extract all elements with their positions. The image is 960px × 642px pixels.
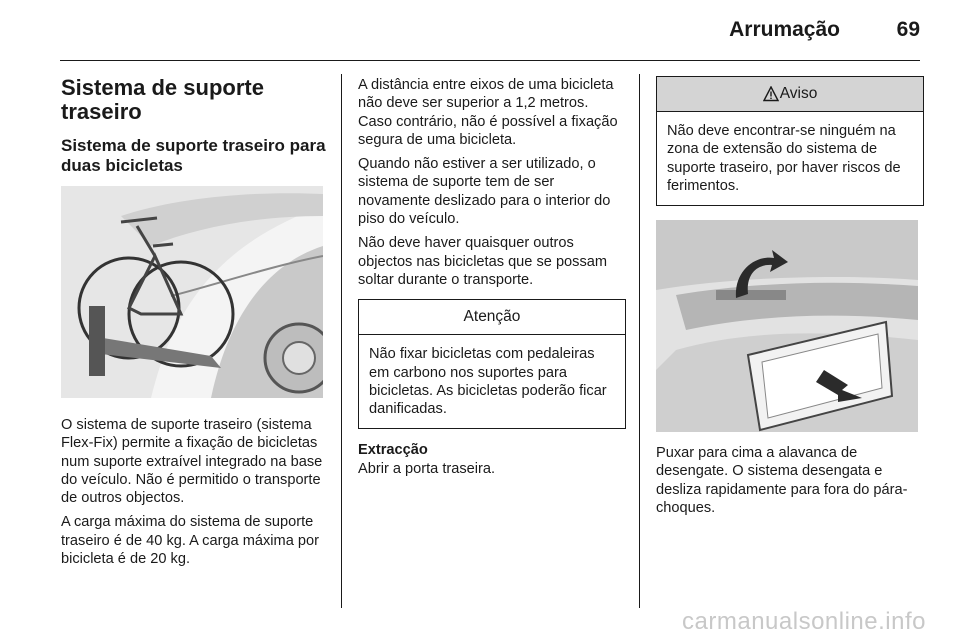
subsection-heading: Sistema de suporte traseiro para duas bicicletas <box>61 136 326 175</box>
bike-carrier-illustration <box>61 186 323 398</box>
paragraph: A distância entre eixos de uma bicicleta não deve ser superior a 1,2 metros. Caso contrário, não é possível a fixação segura de uma bicicleta. <box>358 77 618 148</box>
column-1 <box>61 76 329 574</box>
warning-text: Não deve encontrar-se ninguém na zona de extensão do sistema de suporte traseiro, por haver riscos de ferimentos. <box>667 123 901 194</box>
warning-title: Aviso <box>779 85 818 102</box>
caution-title: Atenção <box>359 300 625 335</box>
release-lever-illustration <box>656 220 918 432</box>
column-divider-left <box>341 74 342 608</box>
release-lever-drawing <box>656 220 918 432</box>
page-number: 69 <box>896 18 920 41</box>
header-rule <box>60 60 920 61</box>
paragraph: O sistema de suporte traseiro (sistema Flex-Fix) permite a fixação de bicicletas num suporte extraível integrado na base do veículo. Não é permitido o transporte de outros objectos. <box>61 417 323 507</box>
page-header-title: Arrumação <box>729 18 840 41</box>
watermark: carmanualsonline.info <box>682 608 926 635</box>
paragraph: Abrir a porta traseira. <box>358 460 496 477</box>
warning-triangle-icon <box>763 86 779 102</box>
paragraph: A carga máxima do sistema de suporte traseiro é de 40 kg. A carga máxima por bicicleta é de 20 kg. <box>61 514 319 568</box>
column-2 <box>358 76 626 484</box>
paragraph: Não deve haver quaisquer outros objectos nas bicicletas que se possam soltar durante o transporte. <box>358 235 608 288</box>
paragraph: Puxar para cima a alavanca de desengate. O sistema desengata e desliza rapidamente para fora do pára-choques. <box>656 445 908 517</box>
warning-header <box>657 77 923 112</box>
warning-box <box>656 76 924 206</box>
column-divider-right <box>639 74 640 608</box>
section-heading: Sistema de suporte traseiro <box>61 75 264 124</box>
caution-text: Não fixar bicicletas com pedaleiras em carbono nos suportes para bicicletas. As bicicletas poderão ficar danificadas. <box>369 346 607 418</box>
bike-carrier-drawing <box>61 186 323 398</box>
column-3 <box>656 76 924 523</box>
subsection-title: Extracção <box>358 442 428 459</box>
caution-box <box>358 299 626 429</box>
paragraph: Quando não estiver a ser utilizado, o sistema de suporte tem de ser novamente deslizado para o interior do piso do veículo. <box>358 156 611 228</box>
